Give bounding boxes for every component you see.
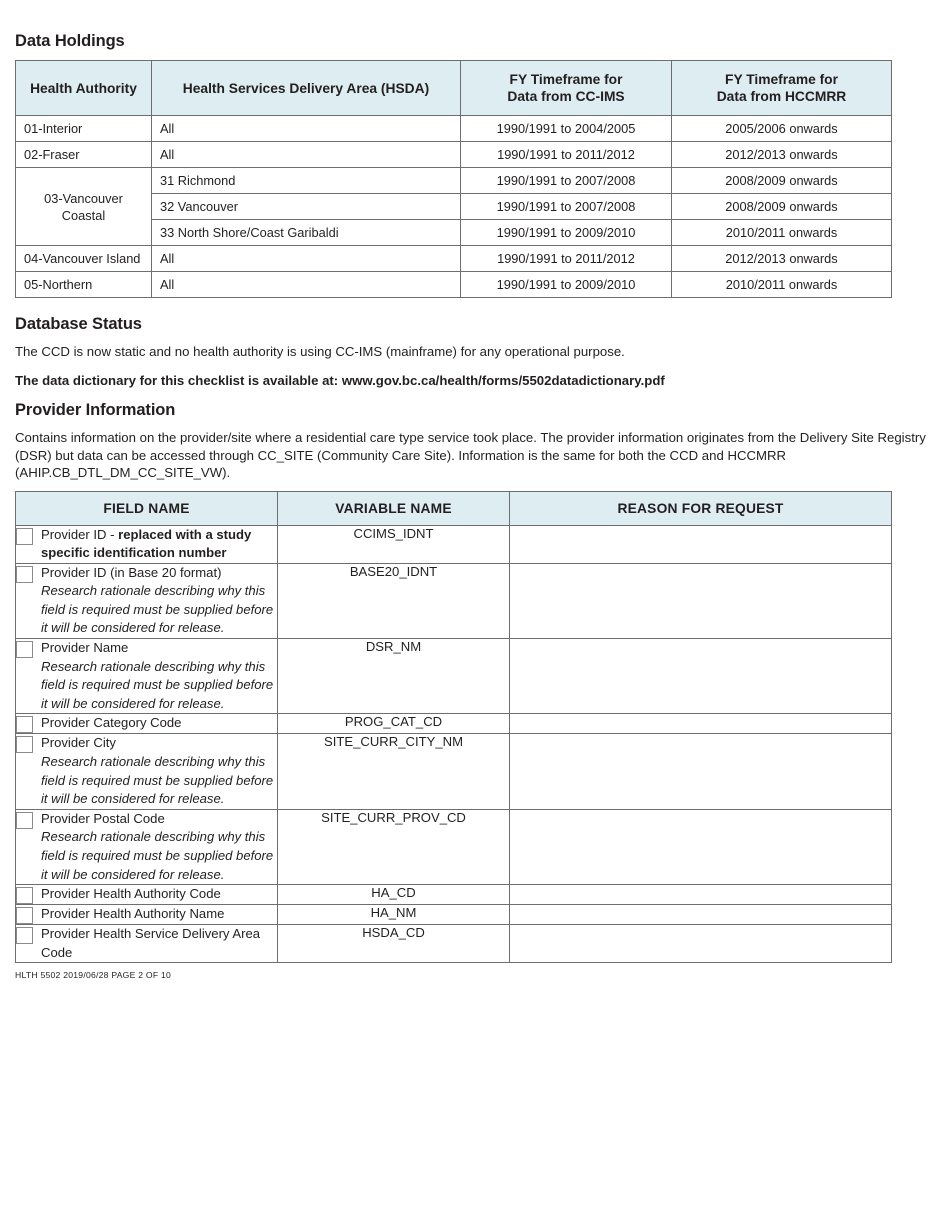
cell-health-authority: 01-Interior bbox=[16, 116, 152, 142]
field-rationale-note: Research rationale describing why this field is required must be supplied before it will be considered for release. bbox=[41, 829, 274, 882]
field-name-text bbox=[41, 639, 277, 713]
field-checkbox[interactable] bbox=[16, 528, 33, 545]
cell-ccims: 1990/1991 to 2007/2008 bbox=[461, 168, 672, 194]
cell-health-authority: 05-Northern bbox=[16, 272, 152, 298]
column-header-reason-for-request: REASON FOR REQUEST bbox=[510, 491, 892, 525]
cell-reason-for-request[interactable] bbox=[510, 639, 892, 714]
cell-reason-for-request[interactable] bbox=[510, 525, 892, 563]
column-header-hccmrr-timeframe bbox=[672, 61, 892, 116]
database-status-paragraph: The CCD is now static and no health authority is using CC-IMS (mainframe) for any operational purpose. bbox=[15, 344, 625, 359]
table-row bbox=[16, 525, 892, 563]
field-label: Provider Health Authority Code bbox=[41, 886, 221, 902]
table-row bbox=[16, 639, 892, 714]
cell-hsda: All bbox=[152, 142, 461, 168]
cell-reason-for-request[interactable] bbox=[510, 905, 892, 925]
cell-field-name bbox=[16, 925, 278, 963]
cell-hsda: 32 Vancouver bbox=[152, 194, 461, 220]
cell-variable-name: HA_NM bbox=[278, 905, 510, 925]
header-line: Health Authority bbox=[30, 80, 137, 96]
table-row bbox=[16, 116, 892, 142]
table-row bbox=[16, 272, 892, 298]
cell-hsda: All bbox=[152, 246, 461, 272]
cell-ccims: 1990/1991 to 2004/2005 bbox=[461, 116, 672, 142]
cell-field-name bbox=[16, 885, 278, 905]
cell-hccmrr: 2010/2011 onwards bbox=[672, 272, 892, 298]
field-rationale-note: Research rationale describing why this field is required must be supplied before it will be considered for release. bbox=[41, 658, 274, 711]
cell-hccmrr: 2005/2006 onwards bbox=[672, 116, 892, 142]
cell-field-name bbox=[16, 905, 278, 925]
field-name-text bbox=[41, 564, 277, 638]
cell-hsda: All bbox=[152, 116, 461, 142]
cell-reason-for-request[interactable] bbox=[510, 809, 892, 884]
field-checkbox[interactable] bbox=[16, 566, 33, 583]
cell-field-name bbox=[16, 734, 278, 809]
cell-variable-name: SITE_CURR_CITY_NM bbox=[278, 734, 510, 809]
cell-ccims: 1990/1991 to 2007/2008 bbox=[461, 194, 672, 220]
field-label: Provider ID - bbox=[41, 526, 119, 542]
provider-information-paragraph: Contains information on the provider/site where a residential care type service took place. The provider information originates from the Delivery Site Registry (DSR) but data can be accessed through CC_SITE (Community Care Site). Information is the same for both the CCD and HCCMRR (AHIP.CB_DTL_DM_CC_SITE_VW). bbox=[15, 430, 926, 480]
cell-field-name bbox=[16, 809, 278, 884]
cell-variable-name: PROG_CAT_CD bbox=[278, 714, 510, 734]
cell-hsda: 31 Richmond bbox=[152, 168, 461, 194]
field-checkbox[interactable] bbox=[16, 907, 33, 924]
cell-variable-name: DSR_NM bbox=[278, 639, 510, 714]
table-row bbox=[16, 809, 892, 884]
cell-ccims: 1990/1991 to 2011/2012 bbox=[461, 246, 672, 272]
field-name-text bbox=[41, 734, 277, 808]
authority-line: Coastal bbox=[61, 207, 106, 223]
cell-health-authority: 04-Vancouver Island bbox=[16, 246, 152, 272]
authority-line: 03-Vancouver bbox=[44, 190, 123, 206]
field-name-text bbox=[41, 905, 224, 924]
cell-field-name bbox=[16, 525, 278, 563]
cell-ccims: 1990/1991 to 2009/2010 bbox=[461, 272, 672, 298]
field-name-text bbox=[41, 810, 277, 884]
field-label: Provider Postal Code bbox=[41, 810, 165, 826]
data-dictionary-note: The data dictionary for this checklist is available at: www.gov.bc.ca/health/forms/5502datadictionary.pdf bbox=[15, 372, 665, 388]
cell-variable-name: HSDA_CD bbox=[278, 925, 510, 963]
cell-variable-name: HA_CD bbox=[278, 885, 510, 905]
table-header-row bbox=[16, 61, 892, 116]
cell-variable-name: SITE_CURR_PROV_CD bbox=[278, 809, 510, 884]
field-checkbox[interactable] bbox=[16, 812, 33, 829]
data-holdings-table bbox=[15, 60, 892, 298]
cell-reason-for-request[interactable] bbox=[510, 925, 892, 963]
page-footer: HLTH 5502 2019/06/28 PAGE 2 OF 10 bbox=[15, 970, 172, 981]
table-row bbox=[16, 168, 892, 194]
header-line: FY Timeframe for bbox=[725, 72, 838, 87]
table-row bbox=[16, 714, 892, 734]
field-label: Provider Health Service Delivery Area Code bbox=[41, 926, 261, 960]
cell-health-authority-merged bbox=[16, 168, 152, 246]
field-name-text bbox=[41, 526, 277, 563]
table-row bbox=[16, 142, 892, 168]
cell-ccims: 1990/1991 to 2009/2010 bbox=[461, 220, 672, 246]
cell-field-name bbox=[16, 714, 278, 734]
column-header-variable-name: VARIABLE NAME bbox=[278, 491, 510, 525]
table-header-row bbox=[16, 491, 892, 525]
cell-hccmrr: 2010/2011 onwards bbox=[672, 220, 892, 246]
cell-hsda: 33 North Shore/Coast Garibaldi bbox=[152, 220, 461, 246]
section-title-database-status: Database Status bbox=[15, 315, 142, 333]
field-label: Provider Health Authority Name bbox=[41, 906, 225, 922]
field-label: Provider ID (in Base 20 format) bbox=[41, 564, 222, 580]
field-name-text bbox=[41, 885, 221, 904]
cell-reason-for-request[interactable] bbox=[510, 714, 892, 734]
table-row bbox=[16, 246, 892, 272]
field-name-text bbox=[41, 925, 277, 962]
column-header-hsda bbox=[152, 61, 461, 116]
cell-field-name bbox=[16, 639, 278, 714]
table-row bbox=[16, 905, 892, 925]
column-header-field-name: FIELD NAME bbox=[16, 491, 278, 525]
cell-health-authority: 02-Fraser bbox=[16, 142, 152, 168]
cell-hccmrr: 2008/2009 onwards bbox=[672, 168, 892, 194]
header-line: Data from CC-IMS bbox=[507, 89, 625, 104]
section-title-provider-information: Provider Information bbox=[15, 401, 176, 419]
field-checkbox[interactable] bbox=[16, 927, 33, 944]
cell-hccmrr: 2012/2013 onwards bbox=[672, 246, 892, 272]
cell-reason-for-request[interactable] bbox=[510, 885, 892, 905]
cell-hccmrr: 2008/2009 onwards bbox=[672, 194, 892, 220]
field-name-text bbox=[41, 714, 181, 733]
field-label: Provider City bbox=[41, 735, 116, 751]
cell-hccmrr: 2012/2013 onwards bbox=[672, 142, 892, 168]
field-checkbox[interactable] bbox=[16, 716, 33, 733]
field-label: Provider Category Code bbox=[41, 715, 182, 731]
table-row bbox=[16, 734, 892, 809]
provider-information-table bbox=[15, 491, 892, 964]
field-checkbox[interactable] bbox=[16, 736, 33, 753]
cell-reason-for-request[interactable] bbox=[510, 734, 892, 809]
page-title-data-holdings: Data Holdings bbox=[15, 32, 125, 50]
cell-hsda: All bbox=[152, 272, 461, 298]
table-row bbox=[16, 563, 892, 638]
header-line: FY Timeframe for bbox=[509, 72, 623, 87]
table-row bbox=[16, 925, 892, 963]
table-row bbox=[16, 885, 892, 905]
cell-reason-for-request[interactable] bbox=[510, 563, 892, 638]
cell-ccims: 1990/1991 to 2011/2012 bbox=[461, 142, 672, 168]
field-label: Provider Name bbox=[41, 640, 129, 656]
cell-variable-name: CCIMS_IDNT bbox=[278, 525, 510, 563]
field-checkbox[interactable] bbox=[16, 887, 33, 904]
field-rationale-note: Research rationale describing why this field is required must be supplied before it will be considered for release. bbox=[41, 583, 274, 636]
cell-field-name bbox=[16, 563, 278, 638]
column-header-health-authority bbox=[16, 61, 152, 116]
field-rationale-note: Research rationale describing why this field is required must be supplied before it will be considered for release. bbox=[41, 754, 274, 807]
cell-variable-name: BASE20_IDNT bbox=[278, 563, 510, 638]
field-label-emphasis: replaced with a study specific identification number bbox=[41, 526, 252, 561]
field-checkbox[interactable] bbox=[16, 641, 33, 658]
column-header-ccims-timeframe bbox=[461, 61, 672, 116]
header-line: Data from HCCMRR bbox=[716, 89, 847, 104]
header-line: Health Services Delivery Area (HSDA) bbox=[182, 80, 430, 96]
